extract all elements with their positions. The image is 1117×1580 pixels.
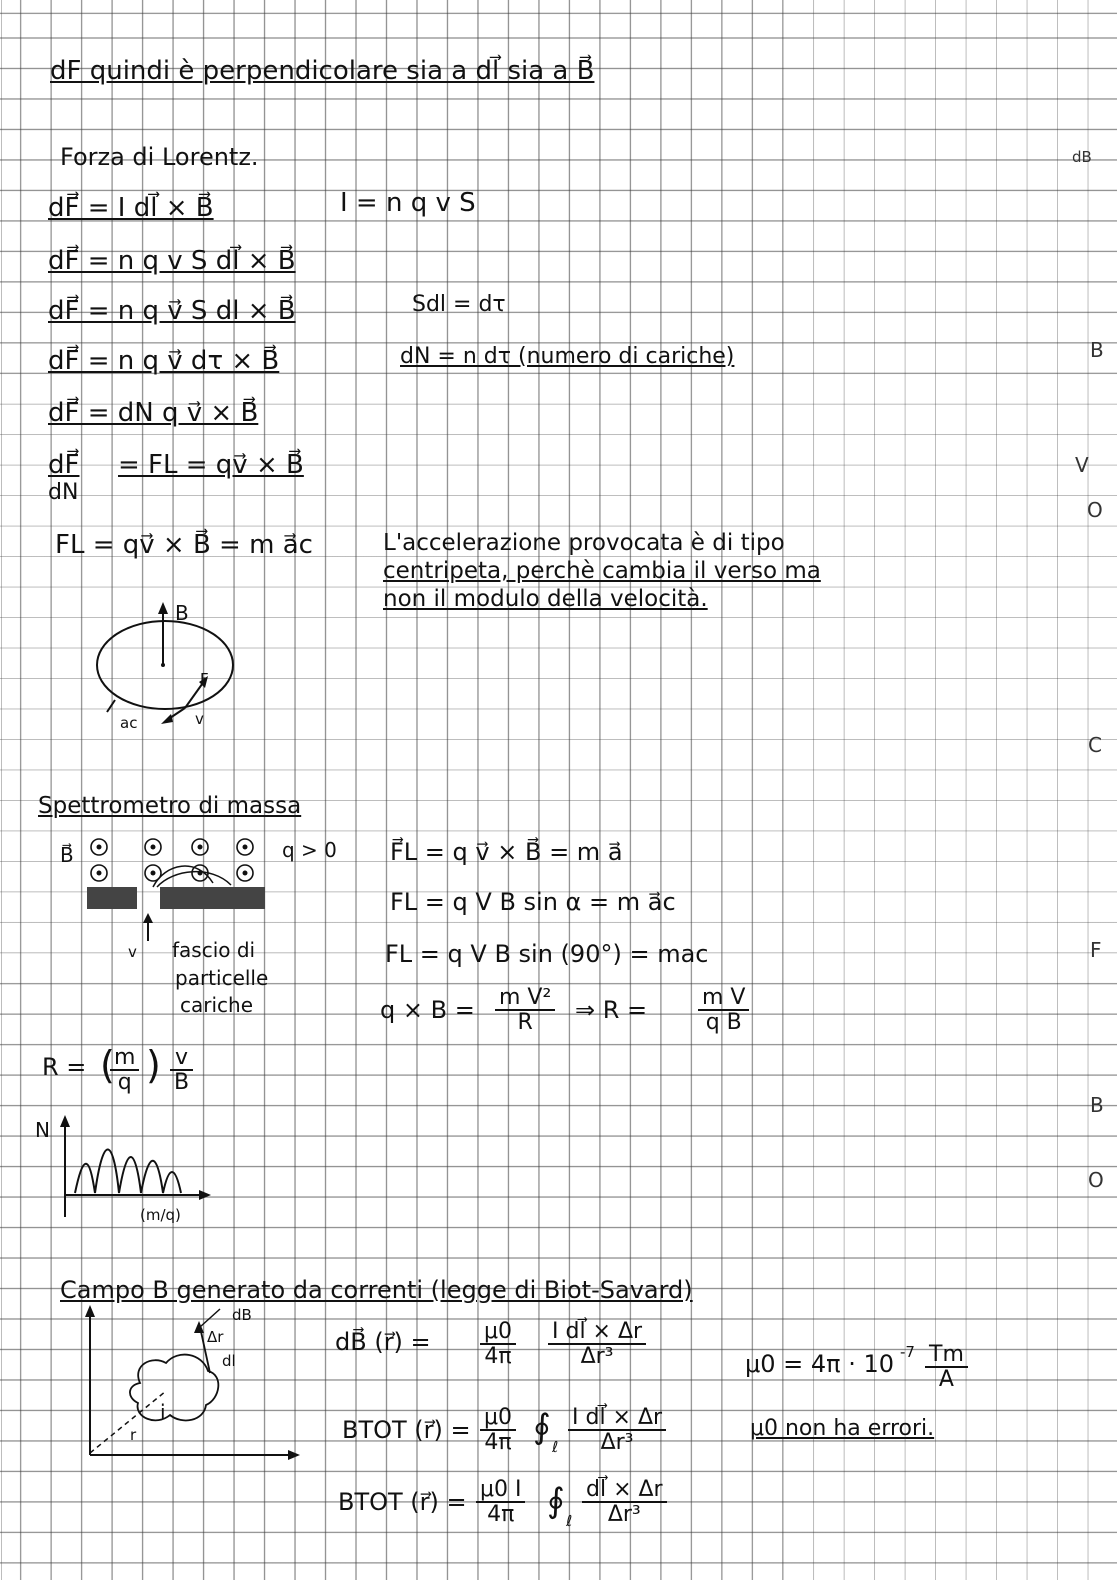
spettro-eq-3: FL = q V B sin (90°) = mac bbox=[385, 940, 709, 968]
biot-savart-diagram bbox=[70, 1305, 300, 1460]
db-vector bbox=[200, 1309, 220, 1327]
biot-label-db: dB bbox=[232, 1306, 252, 1324]
spettrometro-heading: Spettrometro di massa bbox=[38, 793, 302, 819]
biot-eq-1-den: Δr³ bbox=[580, 1344, 614, 1370]
biot-eq-2-den: Δr³ bbox=[600, 1430, 634, 1456]
circle-label-b: B bbox=[175, 601, 189, 625]
b-vector-head bbox=[158, 602, 168, 614]
margin-fragment: C bbox=[1088, 733, 1102, 757]
lorentz-eq-5: dF⃗ = dN q v⃗ × B⃗ bbox=[48, 398, 259, 428]
r-eq-paren-open: ( bbox=[100, 1043, 115, 1087]
mu0-unit-n: Tm bbox=[925, 1343, 968, 1368]
biot-eq-3-lhs: BTOT (r⃗) = bbox=[338, 1488, 467, 1516]
side-eq-sdl: Sdl = dτ bbox=[412, 292, 506, 317]
r-eq-m: m bbox=[110, 1046, 139, 1071]
biot-eq-2-lhs: BTOT (r⃗) = bbox=[342, 1416, 471, 1444]
biot-label-dr: Δr bbox=[207, 1328, 224, 1346]
r-eq-q: q bbox=[117, 1070, 132, 1096]
lorentz-eq-6-rhs: = FL = qv⃗ × B⃗ bbox=[118, 450, 304, 480]
biot-eq-3-coef bbox=[476, 1478, 525, 1526]
margin-fragment: F bbox=[1090, 938, 1102, 962]
margin-fragment: O bbox=[1087, 498, 1103, 522]
biot-eq-2-coef-n: μ0 bbox=[480, 1406, 516, 1431]
accel-arrow bbox=[107, 700, 115, 712]
lorentz-heading: Forza di Lorentz. bbox=[60, 143, 259, 171]
lorentz-eq-3: dF⃗ = n q v⃗ S dl × B⃗ bbox=[48, 296, 296, 326]
biot-eq-2-integral-sub: ℓ bbox=[552, 1438, 559, 1456]
spettro-eq-5-den: q B bbox=[705, 1010, 742, 1036]
lorentz-eq-6-den: dN bbox=[48, 480, 79, 505]
lorentz-fl-eq: FL = qv⃗ × B⃗ = m a⃗c bbox=[55, 530, 313, 560]
biot-heading: Campo B generato da correnti (legge di Biot-Savard) bbox=[60, 1276, 693, 1304]
biot-eq-2-integral: ∮ bbox=[533, 1407, 551, 1447]
margin-fragment: dB bbox=[1072, 148, 1092, 166]
mu0-eq-lhs: μ0 = 4π · 10 bbox=[745, 1350, 895, 1378]
biot-eq-1-coef-n: μ0 bbox=[480, 1320, 516, 1345]
spettro-eq-5-num: m V bbox=[698, 986, 749, 1011]
biot-eq-3-coef-d: 4π bbox=[487, 1502, 515, 1528]
spettro-v-label: v bbox=[128, 943, 137, 961]
lorentz-eq-4: dF⃗ = n q v⃗ dτ × B⃗ bbox=[48, 346, 280, 376]
spettro-eq-4-den: R bbox=[517, 1010, 533, 1036]
mu0-note: μ0 non ha errori. bbox=[750, 1416, 935, 1441]
r-eq-paren-close: ) bbox=[146, 1043, 161, 1087]
field-dots-row-1 bbox=[91, 839, 253, 855]
current-loop bbox=[130, 1355, 218, 1424]
fascio-line-1: fascio di bbox=[172, 938, 256, 962]
mass-spectrum-graph bbox=[55, 1115, 215, 1230]
spettro-eq-4-lhs: q × B = bbox=[380, 996, 475, 1024]
spettro-b-label: B⃗ bbox=[60, 843, 74, 867]
biot-eq-1-coef-d: 4π bbox=[484, 1344, 512, 1370]
graph-x-label: (m/q) bbox=[140, 1206, 181, 1224]
circle-label-ac: ac bbox=[120, 714, 138, 732]
biot-eq-1-num: I dl⃗ × Δr bbox=[548, 1320, 646, 1345]
r-eq-mq-frac bbox=[110, 1046, 139, 1094]
fascio-line-3: cariche bbox=[180, 993, 254, 1017]
biot-label-dl: dl bbox=[222, 1352, 236, 1370]
biot-eq-1-coef bbox=[480, 1320, 516, 1368]
biot-eq-2-coef bbox=[480, 1406, 516, 1454]
spettro-eq-1: F⃗L = q v⃗ × B⃗ = m a⃗ bbox=[390, 838, 623, 866]
biot-eq-2-coef-d: 4π bbox=[484, 1430, 512, 1456]
biot-label-i: i bbox=[160, 1400, 166, 1424]
intro-line: dF quindi è perpendicolare sia a dl⃗ sia a B⃗ bbox=[50, 56, 595, 86]
detector-plate-right bbox=[160, 887, 265, 909]
spettro-eq-4-frac bbox=[495, 986, 555, 1034]
r-eq-v: v bbox=[170, 1046, 193, 1071]
side-eq-dn: dN = n dτ (numero di cariche) bbox=[400, 344, 735, 369]
field-dots-row-2 bbox=[91, 865, 253, 881]
lorentz-eq-1: dF⃗ = I dl⃗ × B⃗ bbox=[48, 193, 214, 223]
lorentz-eq-2: dF⃗ = n q v S dl⃗ × B⃗ bbox=[48, 246, 296, 276]
note-line-2: centripeta, perchè cambia il verso ma bbox=[383, 558, 821, 584]
spettro-eq-4-num: m V² bbox=[495, 986, 555, 1011]
side-eq-i: I = n q v S bbox=[340, 188, 476, 218]
r-vector bbox=[90, 1391, 166, 1453]
fascio-line-2: particelle bbox=[175, 966, 269, 990]
margin-fragment: B bbox=[1090, 1093, 1104, 1117]
biot-eq-3-integral: ∮ bbox=[547, 1481, 565, 1521]
lorentz-eq-6-num: dF⃗ bbox=[48, 450, 80, 480]
biot-eq-1-main bbox=[548, 1320, 646, 1368]
biot-eq-3-main bbox=[582, 1478, 667, 1526]
mu0-unit-d: A bbox=[938, 1367, 954, 1393]
note-line-1: L'accelerazione provocata è di tipo bbox=[383, 530, 785, 556]
detector-plate-left bbox=[87, 887, 137, 909]
biot-eq-3-num: dl⃗ × Δr bbox=[582, 1478, 667, 1503]
margin-fragment: V bbox=[1075, 453, 1089, 477]
biot-eq-1-lhs: dB⃗ (r⃗) = bbox=[335, 1328, 431, 1356]
r-eq-lhs: R = bbox=[42, 1053, 87, 1081]
note-line-3: non il modulo della velocità. bbox=[383, 586, 708, 612]
biot-eq-3-integral-sub: ℓ bbox=[566, 1512, 573, 1530]
margin-fragment: O bbox=[1088, 1168, 1104, 1192]
biot-eq-3-den: Δr³ bbox=[607, 1502, 641, 1528]
spettro-q-label: q > 0 bbox=[282, 838, 337, 862]
biot-label-r: r bbox=[130, 1426, 137, 1444]
circle-label-v: v bbox=[195, 710, 204, 728]
biot-eq-2-main bbox=[568, 1406, 666, 1454]
mu0-unit-frac bbox=[925, 1343, 968, 1391]
graph-peaks bbox=[75, 1150, 181, 1194]
spettro-eq-2: FL = q V B sin α = m a⃗c bbox=[390, 888, 676, 916]
r-eq-vb-frac bbox=[170, 1046, 193, 1094]
mass-spectrometer-diagram bbox=[85, 835, 270, 945]
spettro-eq-5-frac bbox=[698, 986, 749, 1034]
r-eq-b: B bbox=[174, 1070, 190, 1096]
margin-fragment: B bbox=[1090, 338, 1104, 362]
graph-y-label: N bbox=[35, 1118, 50, 1142]
biot-eq-2-num: I dl⃗ × Δr bbox=[568, 1406, 666, 1431]
biot-eq-3-coef-n: μ0 I bbox=[476, 1478, 525, 1503]
spettro-eq-4-arrow: ⇒ R = bbox=[575, 996, 648, 1024]
circle-label-f: F bbox=[200, 670, 209, 688]
mu0-eq-exp: -7 bbox=[900, 1343, 915, 1361]
